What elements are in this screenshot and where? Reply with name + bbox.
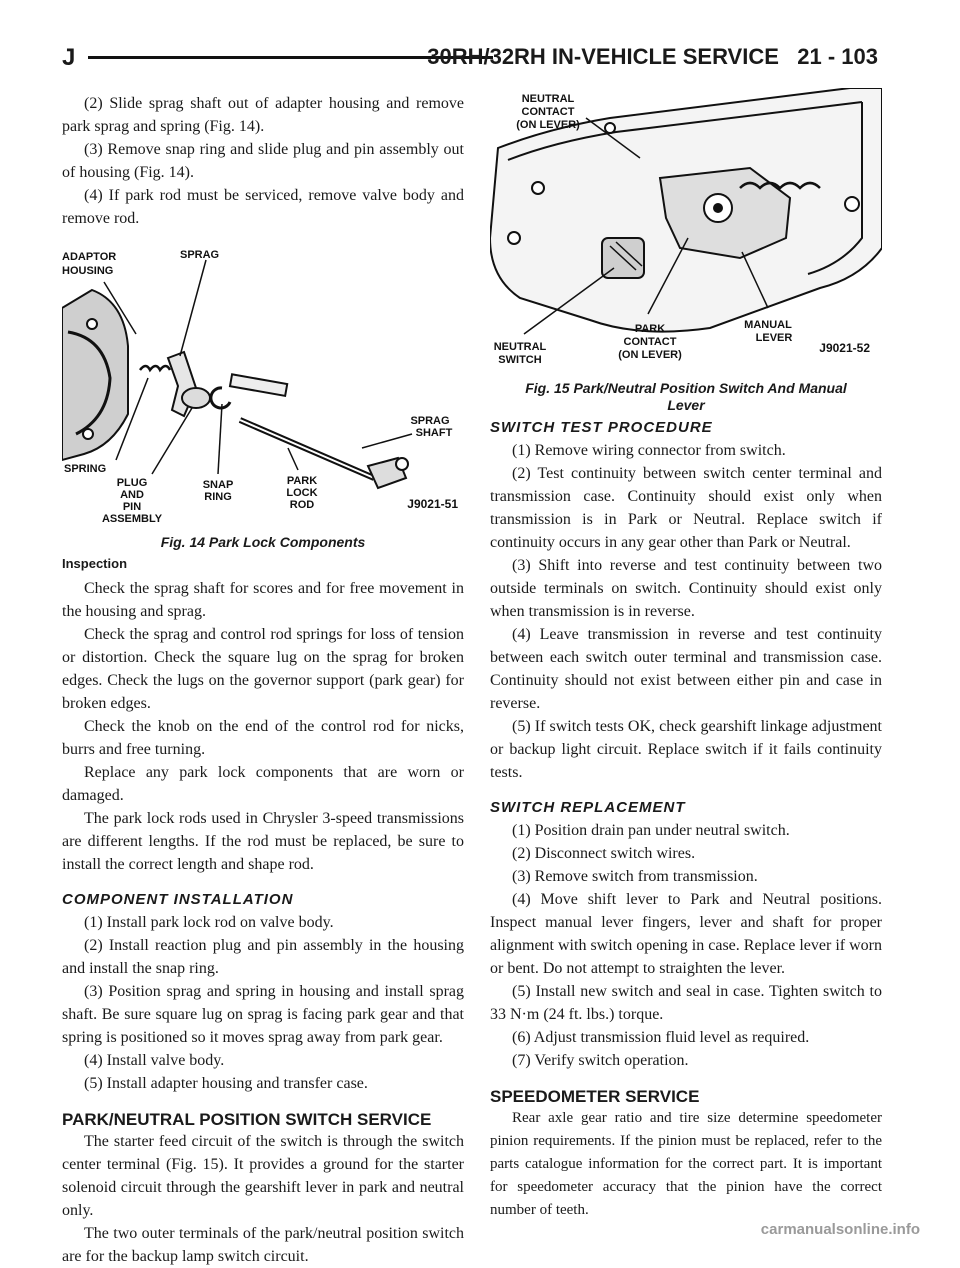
paragraph: Check the sprag and control rod springs for loss of tension or distortion. Check the square lug on the sprag for broken edges. Check the lugs on the governor support (park gear) for broken edges. xyxy=(62,626,464,712)
leader-line xyxy=(218,404,222,474)
label-snap-line1: SNAP xyxy=(202,479,234,491)
figure-15 xyxy=(490,88,882,414)
case-bolt xyxy=(845,197,859,211)
paragraph: The starter feed circuit of the switch is through the switch center terminal (Fig. 15). It provides a ground for the starter solenoid circuit through the gearshift lever in park and neutral only. xyxy=(62,1133,464,1219)
paragraph: The park lock rods used in Chrysler 3-speed transmissions are different lengths. If the rod must be replaced, be sure to install the correct length and shape rod. xyxy=(62,810,464,873)
bolt-hole xyxy=(87,319,97,329)
header-letter: J xyxy=(62,44,76,71)
paragraph: (4) Install valve body. xyxy=(84,1052,225,1069)
case-bolt xyxy=(605,123,615,133)
paragraph: (4) Move shift lever to Park and Neutral positions. Inspect manual lever fingers, lever and shaft for proper alignment with switch opening in case. Replace lever if worn or bent. Do not attempt to straighten the lever. xyxy=(490,891,882,977)
label-neutral-switch-line1: NEUTRAL xyxy=(493,341,547,353)
label-park-contact-line3: (ON LEVER) xyxy=(618,349,682,361)
figure-14-caption: Fig. 14 Park Lock Components xyxy=(160,534,366,550)
switch-replacement-heading: SWITCH REPLACEMENT xyxy=(490,799,686,816)
label-shaft-line2: SHAFT xyxy=(415,427,453,439)
figure-code: J9021-52 xyxy=(819,341,870,355)
label-neutral-contact-line2: CONTACT xyxy=(521,106,575,118)
label-plug-line3: PIN xyxy=(122,501,142,513)
leader-line xyxy=(180,260,206,356)
label-neutral-switch-line2: SWITCH xyxy=(498,354,542,366)
label-plug-line1: PLUG xyxy=(116,477,148,489)
paragraph: (7) Verify switch operation. xyxy=(512,1052,689,1069)
header-title: 30RH/32RH IN-VEHICLE SERVICE 21 - 103 xyxy=(427,44,878,69)
paragraph: (3) Remove switch from transmission. xyxy=(512,868,758,885)
figure-15-caption xyxy=(490,380,882,414)
paragraph: (4) If park rod must be serviced, remove valve body and remove rod. xyxy=(62,187,464,227)
paragraph: (6) Adjust transmission fluid level as required. xyxy=(512,1029,810,1046)
speedometer-heading: SPEEDOMETER SERVICE xyxy=(490,1087,700,1106)
paragraph: (3) Remove snap ring and slide plug and pin assembly out of housing (Fig. 14). xyxy=(62,141,464,181)
right-column xyxy=(490,88,882,1222)
left-column xyxy=(62,92,464,1268)
label-neutral-contact-line3: (ON LEVER) xyxy=(516,119,580,131)
sprag-shaft-shape xyxy=(230,374,287,396)
figure-14 xyxy=(62,238,464,551)
case-bolt xyxy=(508,232,520,244)
paragraph: (3) Position sprag and spring in housing and install sprag shaft. Be sure square lug on sprag is facing park gear and that spring is positioned so it moves sprag away from park gear. xyxy=(62,983,464,1046)
plug-shape xyxy=(182,388,210,408)
component-installation-heading: COMPONENT INSTALLATION xyxy=(62,891,294,908)
label-park-line2: LOCK xyxy=(286,487,318,499)
leader-line xyxy=(288,448,298,470)
park-neutral-heading: PARK/NEUTRAL POSITION SWITCH SERVICE xyxy=(62,1110,432,1129)
park-neutral-switch-illustration xyxy=(490,88,882,378)
lever-shaft-center xyxy=(713,203,723,213)
label-manual-line1: MANUAL xyxy=(744,319,792,331)
label-park-line1: PARK xyxy=(286,475,318,487)
label-snap-line2: RING xyxy=(204,491,232,503)
label-park-line3: ROD xyxy=(289,499,315,511)
label-spring: SPRING xyxy=(64,463,107,475)
paragraph: Rear axle gear ratio and tire size determine speedometer pinion requirements. If the pinion must be replaced, refer to the parts catalogue information for the correct part. It is important for speedometer accuracy that the pinion have the correct number of teeth. xyxy=(490,1110,882,1218)
paragraph: (2) Test continuity between switch center terminal and transmission case. Continuity should exist only when transmission is in Park or Neutral. Replace switch if continuity occurs in any gear other than Park or Neutral. xyxy=(490,465,882,551)
label-plug-line4: ASSEMBLY xyxy=(101,513,163,525)
paragraph: (1) Remove wiring connector from switch. xyxy=(512,442,786,459)
figure-code: J9021-51 xyxy=(407,497,458,511)
label-park-contact-line2: CONTACT xyxy=(623,336,677,348)
paragraph: (3) Shift into reverse and test continuity between two outside terminals on switch. Continuity should exist only when transmission is in reverse. xyxy=(490,557,882,620)
paragraph: (1) Install park lock rod on valve body. xyxy=(84,914,334,931)
label-adaptor-line1: ADAPTOR xyxy=(62,251,117,263)
paragraph: (5) If switch tests OK, check gearshift linkage adjustment or backup light circuit. Replace switch if it fails continuity tests. xyxy=(490,718,882,781)
label-adaptor-line2: HOUSING xyxy=(62,265,114,277)
paragraph: Check the knob on the end of the control rod for nicks, burrs and free turning. xyxy=(62,718,464,758)
park-lock-components-illustration xyxy=(62,238,464,528)
case-bolt xyxy=(532,182,544,194)
snap-ring-shape xyxy=(211,388,230,408)
adaptor-housing-shape xyxy=(62,290,128,460)
spring-shape xyxy=(140,366,170,370)
paragraph: Replace any park lock components that are worn or damaged. xyxy=(62,764,464,804)
paragraph: (2) Install reaction plug and pin assembly in the housing and install the snap ring. xyxy=(62,937,464,977)
paragraph: (2) Disconnect switch wires. xyxy=(512,845,696,862)
watermark: carmanualsonline.info xyxy=(760,1221,920,1238)
rod-end-pin xyxy=(396,458,408,470)
paragraph: (5) Install new switch and seal in case. Tighten switch to 33 N·m (24 ft. lbs.) torque. xyxy=(490,983,882,1023)
figure-15-caption-line2: Lever xyxy=(667,397,705,413)
label-manual-line2: LEVER xyxy=(755,332,793,344)
leader-line xyxy=(152,408,192,474)
paragraph: The two outer terminals of the park/neutral position switch are for the backup lamp switch circuit. xyxy=(62,1225,464,1265)
rod-highlight xyxy=(240,420,374,478)
paragraph: (4) Leave transmission in reverse and test continuity between each switch outer terminal and transmission case. Continuity should not exist between either pin and case in reverse. xyxy=(490,626,882,712)
paragraph: (5) Install adapter housing and transfer case. xyxy=(84,1075,368,1092)
label-neutral-contact-line1: NEUTRAL xyxy=(521,93,575,105)
paragraph: (1) Position drain pan under neutral switch. xyxy=(512,822,790,839)
label-sprag: SPRAG xyxy=(180,249,220,261)
label-shaft-line1: SPRAG xyxy=(410,415,450,427)
bolt-hole xyxy=(83,429,93,439)
label-park-contact-line1: PARK xyxy=(634,323,666,335)
switch-test-heading: SWITCH TEST PROCEDURE xyxy=(490,419,713,436)
figure-15-caption-line1: Fig. 15 Park/Neutral Position Switch And Manual xyxy=(525,380,847,396)
paragraph: Check the sprag shaft for scores and for free movement in the housing and sprag. xyxy=(62,580,464,620)
leader-line xyxy=(362,434,412,448)
label-plug-line2: AND xyxy=(120,489,144,501)
paragraph: (2) Slide sprag shaft out of adapter housing and remove park sprag and spring (Fig. 14). xyxy=(62,95,464,135)
inspection-heading: Inspection xyxy=(62,556,128,571)
page-header xyxy=(62,38,878,78)
page-number: 21 - 103 xyxy=(797,44,878,69)
